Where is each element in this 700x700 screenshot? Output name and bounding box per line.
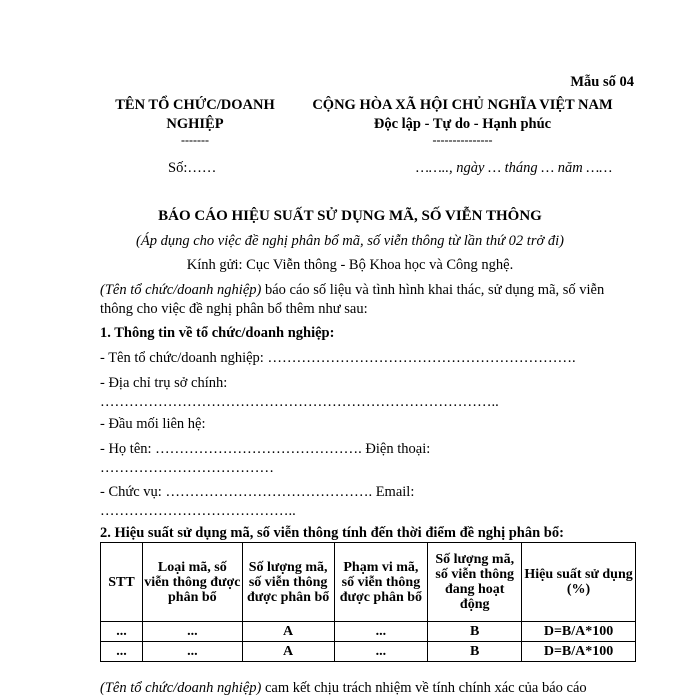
table-cell: D=B/A*100 xyxy=(522,622,636,642)
table-cell: B xyxy=(428,622,522,642)
col-header-stt: STT xyxy=(101,543,143,622)
form-number: Mẫu số 04 xyxy=(570,74,634,90)
col-header-allocated-range: Phạm vi mã, số viễn thông được phân bổ xyxy=(334,543,428,622)
address-dots: ……………………………………………………………………….. xyxy=(100,394,499,410)
table-cell: A xyxy=(242,622,334,642)
document-number: Số:…… xyxy=(168,160,217,176)
addressee: Kính gửi: Cục Viễn thông - Bộ Khoa học và Công nghệ. xyxy=(186,257,514,273)
country-name: CỘNG HÒA XÃ HỘI CHỦ NGHĨA VIỆT NAM xyxy=(312,97,613,113)
table-row xyxy=(101,642,636,662)
intro-org-placeholder: (Tên tổ chức/doanh nghiệp) xyxy=(100,282,262,298)
document-title: BÁO CÁO HIỆU SUẤT SỬ DỤNG MÃ, SỐ VIỄN THÔNG xyxy=(158,208,542,224)
efficiency-table xyxy=(100,542,636,662)
table-cell: B xyxy=(428,642,522,662)
col-header-allocated-qty: Số lượng mã, số viễn thông được phân bổ xyxy=(242,543,334,622)
org-name-line1: TÊN TỔ CHỨC/DOANH xyxy=(115,97,275,113)
name-phone-dots: ……………………………… xyxy=(100,460,274,476)
table-cell: D=B/A*100 xyxy=(522,642,636,662)
footer-text: cam kết chịu trách nhiệm về tính chính xác của báo cáo xyxy=(261,680,587,696)
right-divider: --------------- xyxy=(432,133,493,147)
org-name-line2: NGHIỆP xyxy=(166,116,224,132)
table-cell: ... xyxy=(334,622,428,642)
left-divider: ------- xyxy=(181,133,209,147)
col-header-efficiency: Hiệu suất sử dụng (%) xyxy=(522,543,636,622)
table-cell: ... xyxy=(142,622,242,642)
table-cell: A xyxy=(242,642,334,662)
national-motto: Độc lập - Tự do - Hạnh phúc xyxy=(373,116,552,132)
table-cell: ... xyxy=(101,622,143,642)
intro-line1-text: báo cáo số liệu và tình hình khai thác, sử dụng mã, số viễn xyxy=(261,282,605,298)
org-name-field: - Tên tổ chức/doanh nghiệp: ………………………………………………………. xyxy=(100,350,576,366)
name-phone-field: - Họ tên: ……………………………………. Điện thoại: xyxy=(100,441,431,457)
address-label: - Địa chỉ trụ sở chính: xyxy=(100,375,228,391)
footer-org-placeholder: (Tên tổ chức/doanh nghiệp) xyxy=(100,680,262,696)
table-cell: ... xyxy=(142,642,242,662)
document-subtitle: (Áp dụng cho việc đề nghị phân bổ mã, số viễn thông từ lần thứ 02 trở đi) xyxy=(136,233,564,249)
section2-heading: 2. Hiệu suất sử dụng mã, số viễn thông tính đến thời điểm đề nghị phân bổ: xyxy=(100,525,564,541)
intro-line1 xyxy=(100,282,604,299)
section1-heading: 1. Thông tin về tổ chức/doanh nghiệp: xyxy=(100,325,335,341)
commitment-line xyxy=(100,680,587,697)
date-line: …….., ngày … tháng … năm …… xyxy=(416,160,613,176)
table-cell: ... xyxy=(101,642,143,662)
table-cell: ... xyxy=(334,642,428,662)
table-header-row xyxy=(101,543,636,622)
col-header-code-type: Loại mã, số viễn thông được phân bổ xyxy=(142,543,242,622)
intro-line2: thông cho việc đề nghị phân bổ thêm như sau: xyxy=(100,301,368,317)
table-row xyxy=(101,622,636,642)
position-email-dots: ………………………………….. xyxy=(100,503,296,519)
position-email-field: - Chức vụ: ……………………………………. Email: xyxy=(100,484,415,500)
contact-label: - Đầu mối liên hệ: xyxy=(100,416,206,432)
col-header-active-qty: Số lượng mã, số viễn thông đang hoạt động xyxy=(428,543,522,622)
